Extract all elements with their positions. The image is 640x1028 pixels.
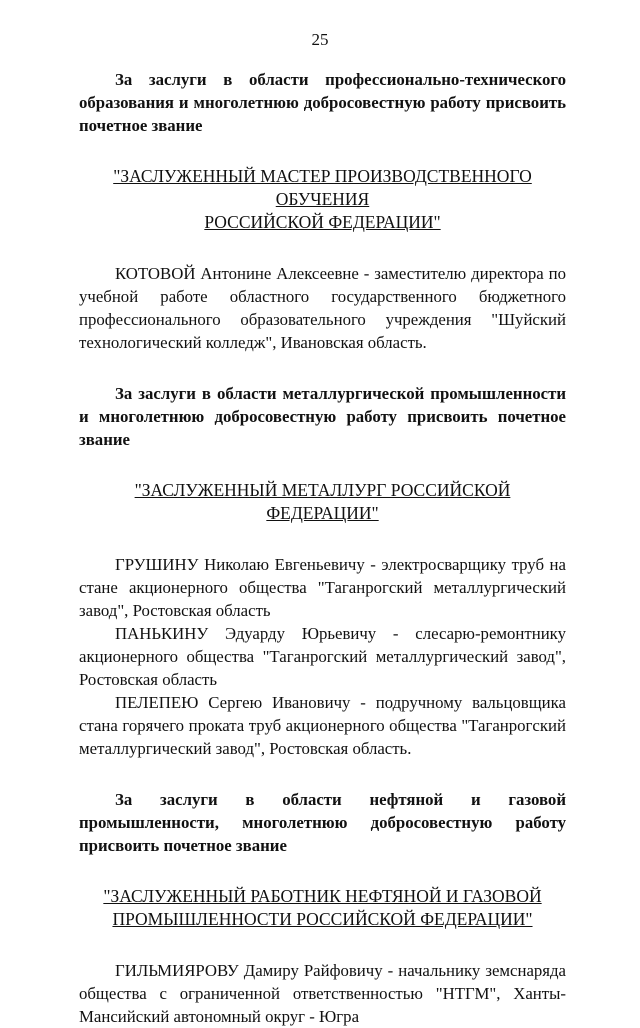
- honorary-title-line: РОССИЙСКОЙ ФЕДЕРАЦИИ": [204, 212, 441, 232]
- section-intro: За заслуги в области профессионально-технического образования и многолетнюю добросовестную работу присвоить почетное звание: [79, 70, 566, 135]
- awardee-paragraph: ПАНЬКИНУ Эдуарду Юрьевичу - слесарю-ремонтнику акционерного общества "Таганрогский металлургический завод", Ростовская область: [79, 624, 566, 689]
- awardee-paragraph: ГИЛЬМИЯРОВУ Дамиру Райфовичу - начальнику земснаряда общества с ограниченной ответственностью "НТГМ", Ханты-Мансийский автономный округ - Югра: [79, 961, 566, 1026]
- honorary-title: [79, 165, 566, 234]
- awardee-paragraph: КОТОВОЙ Антонине Алексеевне - заместителю директора по учебной работе областного государственного бюджетного профессионального образовательного учреждения "Шуйский технологический колледж", Ивановская область.: [79, 264, 566, 352]
- honorary-title: [79, 885, 566, 931]
- section-intro: За заслуги в области нефтяной и газовой промышленности, многолетнюю добросовестную работу присвоить почетное звание: [79, 790, 566, 855]
- honorary-title-line: ПРОМЫШЛЕННОСТИ РОССИЙСКОЙ ФЕДЕРАЦИИ": [112, 909, 533, 929]
- honorary-title-line: "ЗАСЛУЖЕННЫЙ МЕТАЛЛУРГ РОССИЙСКОЙ ФЕДЕРАЦИИ": [134, 480, 511, 523]
- section-intro: За заслуги в области металлургической промышленности и многолетнюю добросовестную работу присвоить почетное звание: [79, 384, 566, 449]
- page-number: 25: [311, 30, 329, 49]
- honorary-title: [79, 479, 566, 525]
- awardee-paragraph: ПЕЛЕПЕЮ Сергею Ивановичу - подручному вальцовщика стана горячего проката труб акционерного общества "Таганрогский металлургический завод", Ростовская область.: [79, 693, 566, 758]
- honorary-title-line: "ЗАСЛУЖЕННЫЙ РАБОТНИК НЕФТЯНОЙ И ГАЗОВОЙ: [103, 886, 542, 906]
- document-body: [79, 68, 566, 1028]
- honorary-title-line: "ЗАСЛУЖЕННЫЙ МАСТЕР ПРОИЗВОДСТВЕННОГО ОБУЧЕНИЯ: [113, 166, 532, 209]
- awardee-paragraph: ГРУШИНУ Николаю Евгеньевичу - электросварщику труб на стане акционерного общества "Таганрогский металлургический завод", Ростовская область: [79, 555, 566, 620]
